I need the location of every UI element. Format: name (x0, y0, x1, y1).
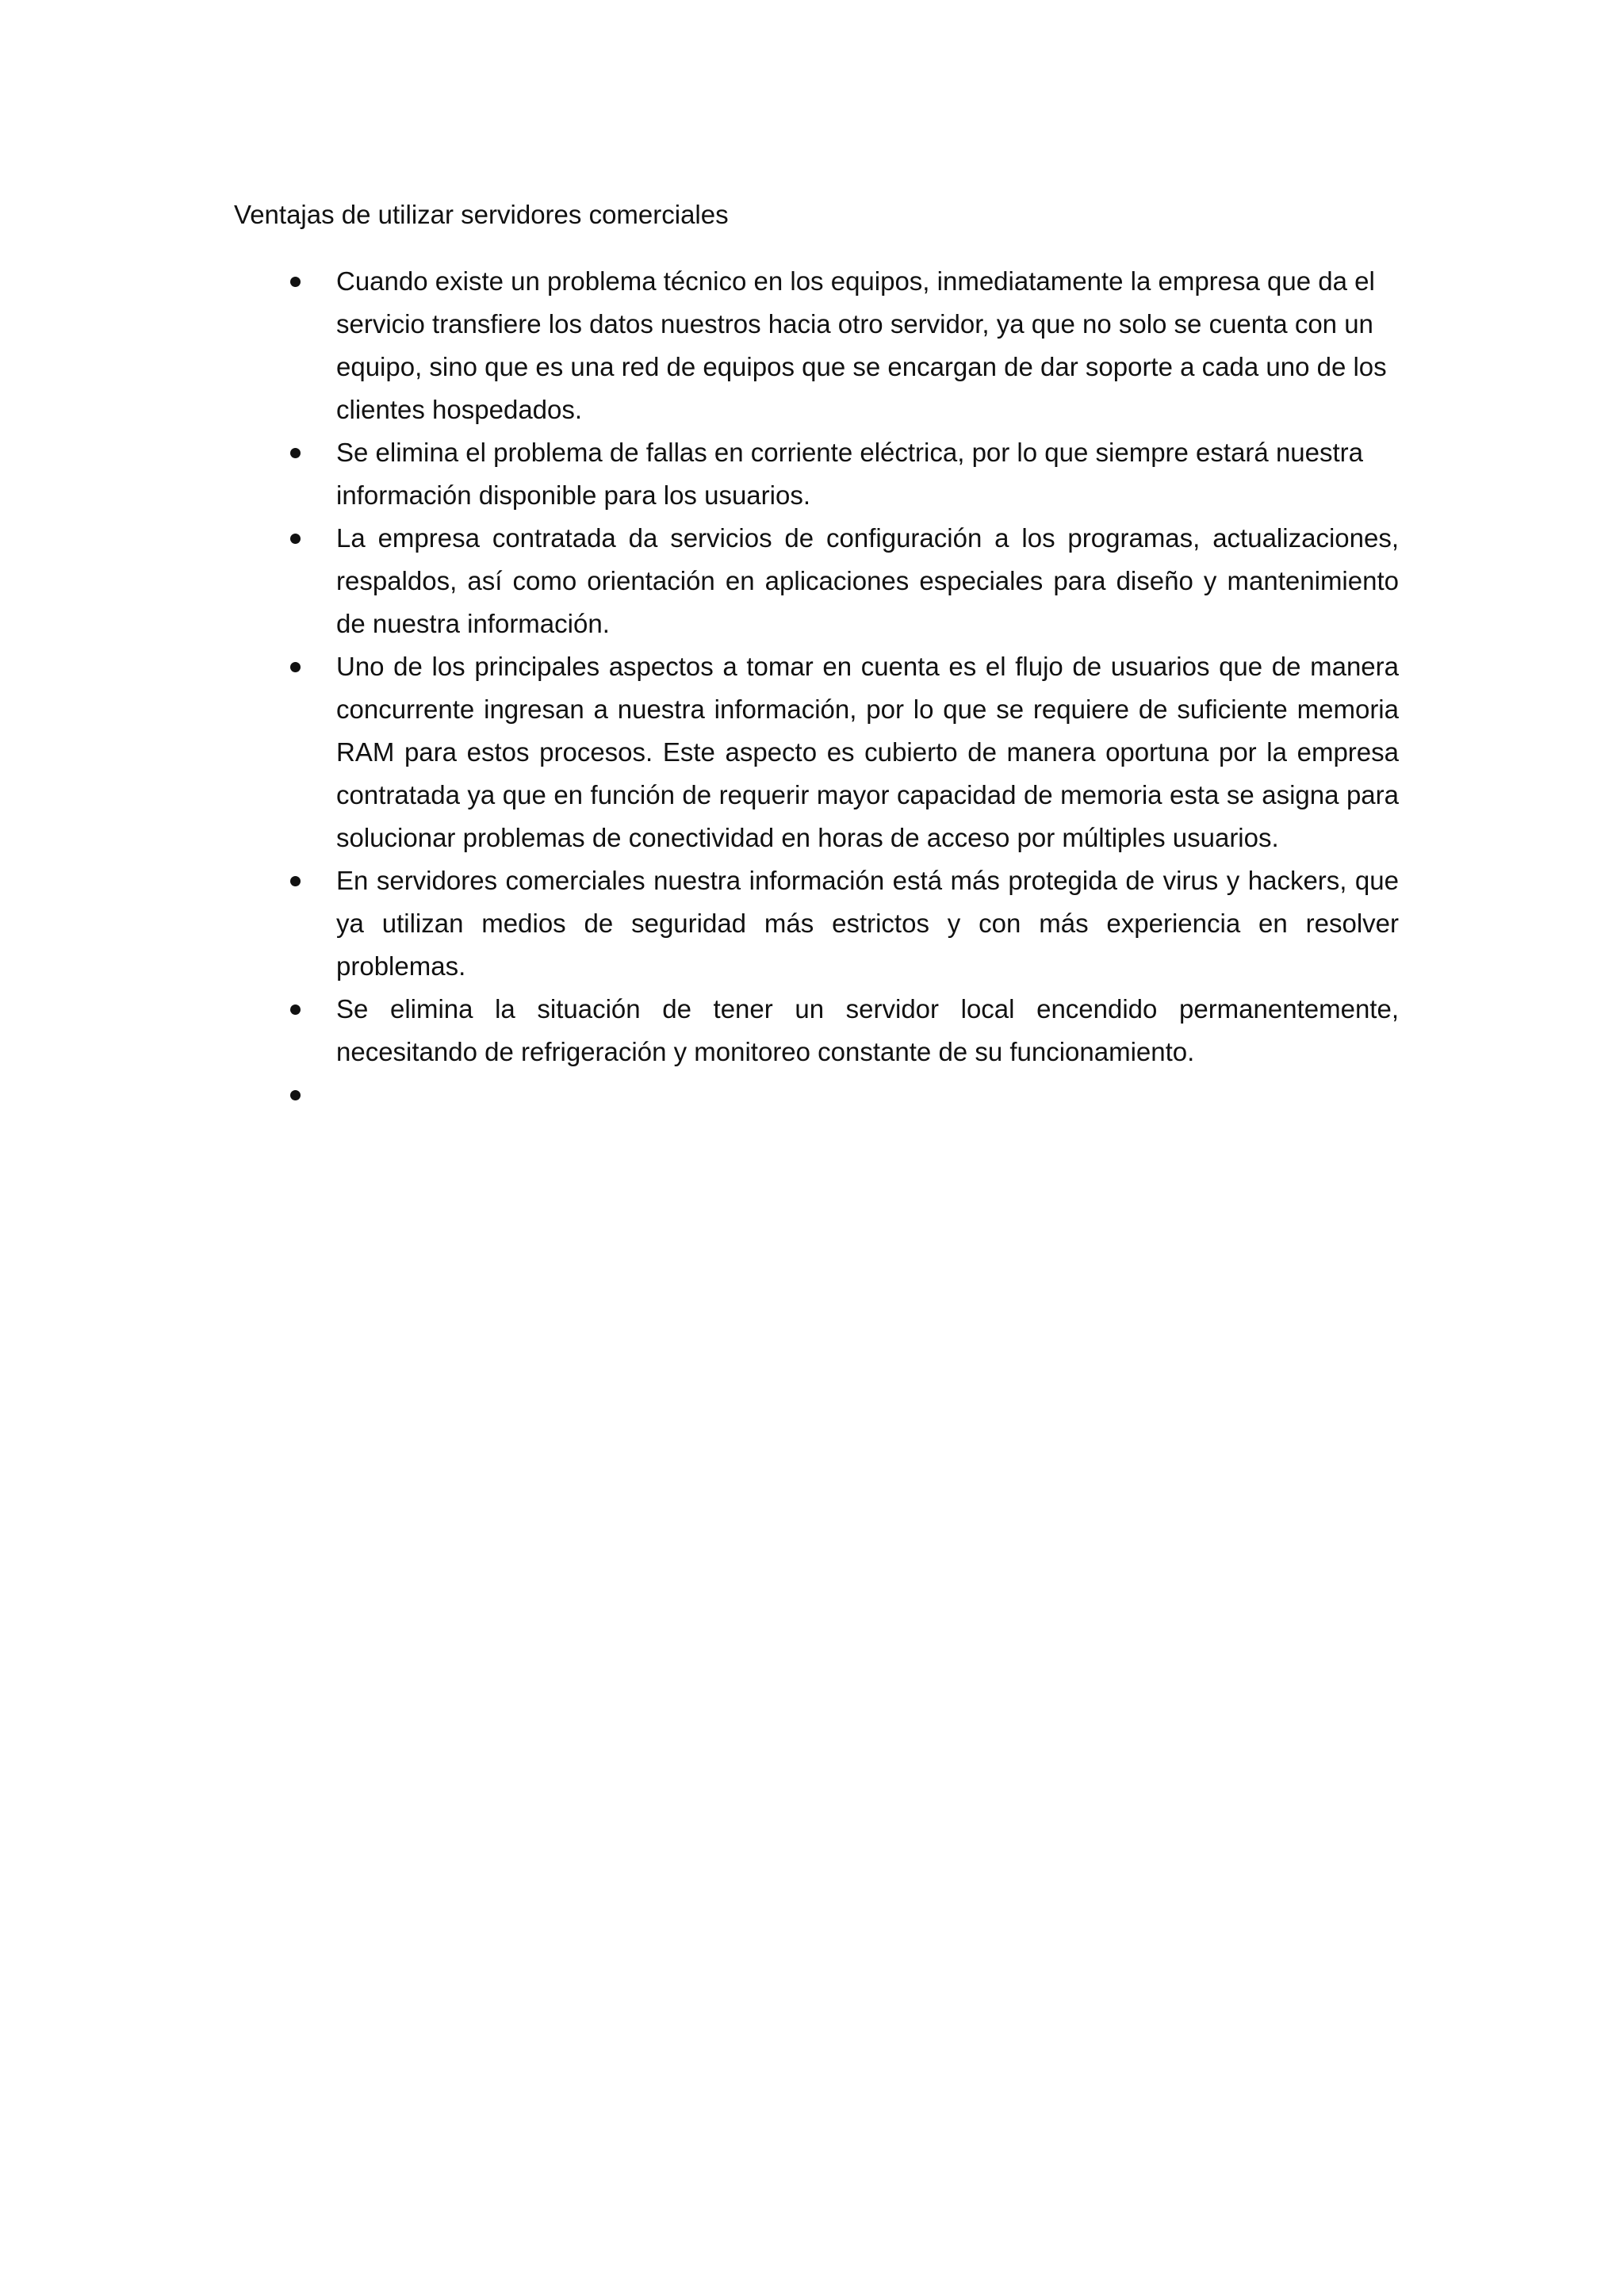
list-item-text: Uno de los principales aspectos a tomar en cuenta es el flujo de usuarios que de manera concurrente ingresan a nuestra información, por lo que se requiere de suficiente memoria RAM para estos procesos. Este aspecto es cubierto de manera oportuna por la empresa contratada ya que en función de requerir mayor capacidad de memoria esta se asigna para solucionar problemas de conectividad en horas de acceso por múltiples usuarios. (336, 652, 1399, 852)
bullet-icon (290, 1004, 301, 1015)
list-item (0, 260, 1624, 431)
list-item-text: Cuando existe un problema técnico en los equipos, inmediatamente la empresa que da el servicio transfiere los datos nuestros hacia otro servidor, ya que no solo se cuenta con un equipo, sino que es una red de equipos que se encargan de dar soporte a cada uno de los clientes hospedados. (336, 266, 1387, 424)
document-heading: Ventajas de utilizar servidores comerciales (234, 200, 729, 229)
bullet-list (0, 260, 1624, 1116)
list-item-text: Se elimina el problema de fallas en corriente eléctrica, por lo que siempre estará nuestra información disponible para los usuarios. (336, 438, 1364, 510)
bullet-icon (290, 1090, 301, 1100)
bullet-icon (290, 448, 301, 458)
list-item (0, 988, 1624, 1073)
list-item (0, 645, 1624, 859)
list-item-text: En servidores comerciales nuestra información está más protegida de virus y hackers, que ya utilizan medios de seguridad más estrictos y con más experiencia en resolver problemas. (336, 866, 1399, 981)
list-item (0, 431, 1624, 517)
list-item (0, 517, 1624, 645)
list-item-text: Se elimina la situación de tener un servidor local encendido permanentemente, necesitando de refrigeración y monitoreo constante de su funcionamiento. (336, 994, 1399, 1066)
bullet-icon (290, 876, 301, 886)
bullet-icon (290, 534, 301, 544)
list-item (0, 859, 1624, 988)
bullet-icon (290, 277, 301, 287)
bullet-icon (290, 662, 301, 672)
list-item-empty (0, 1073, 1624, 1116)
list-item-text: La empresa contratada da servicios de configuración a los programas, actualizaciones, respaldos, así como orientación en aplicaciones especiales para diseño y mantenimiento de nuestra información. (336, 523, 1399, 638)
